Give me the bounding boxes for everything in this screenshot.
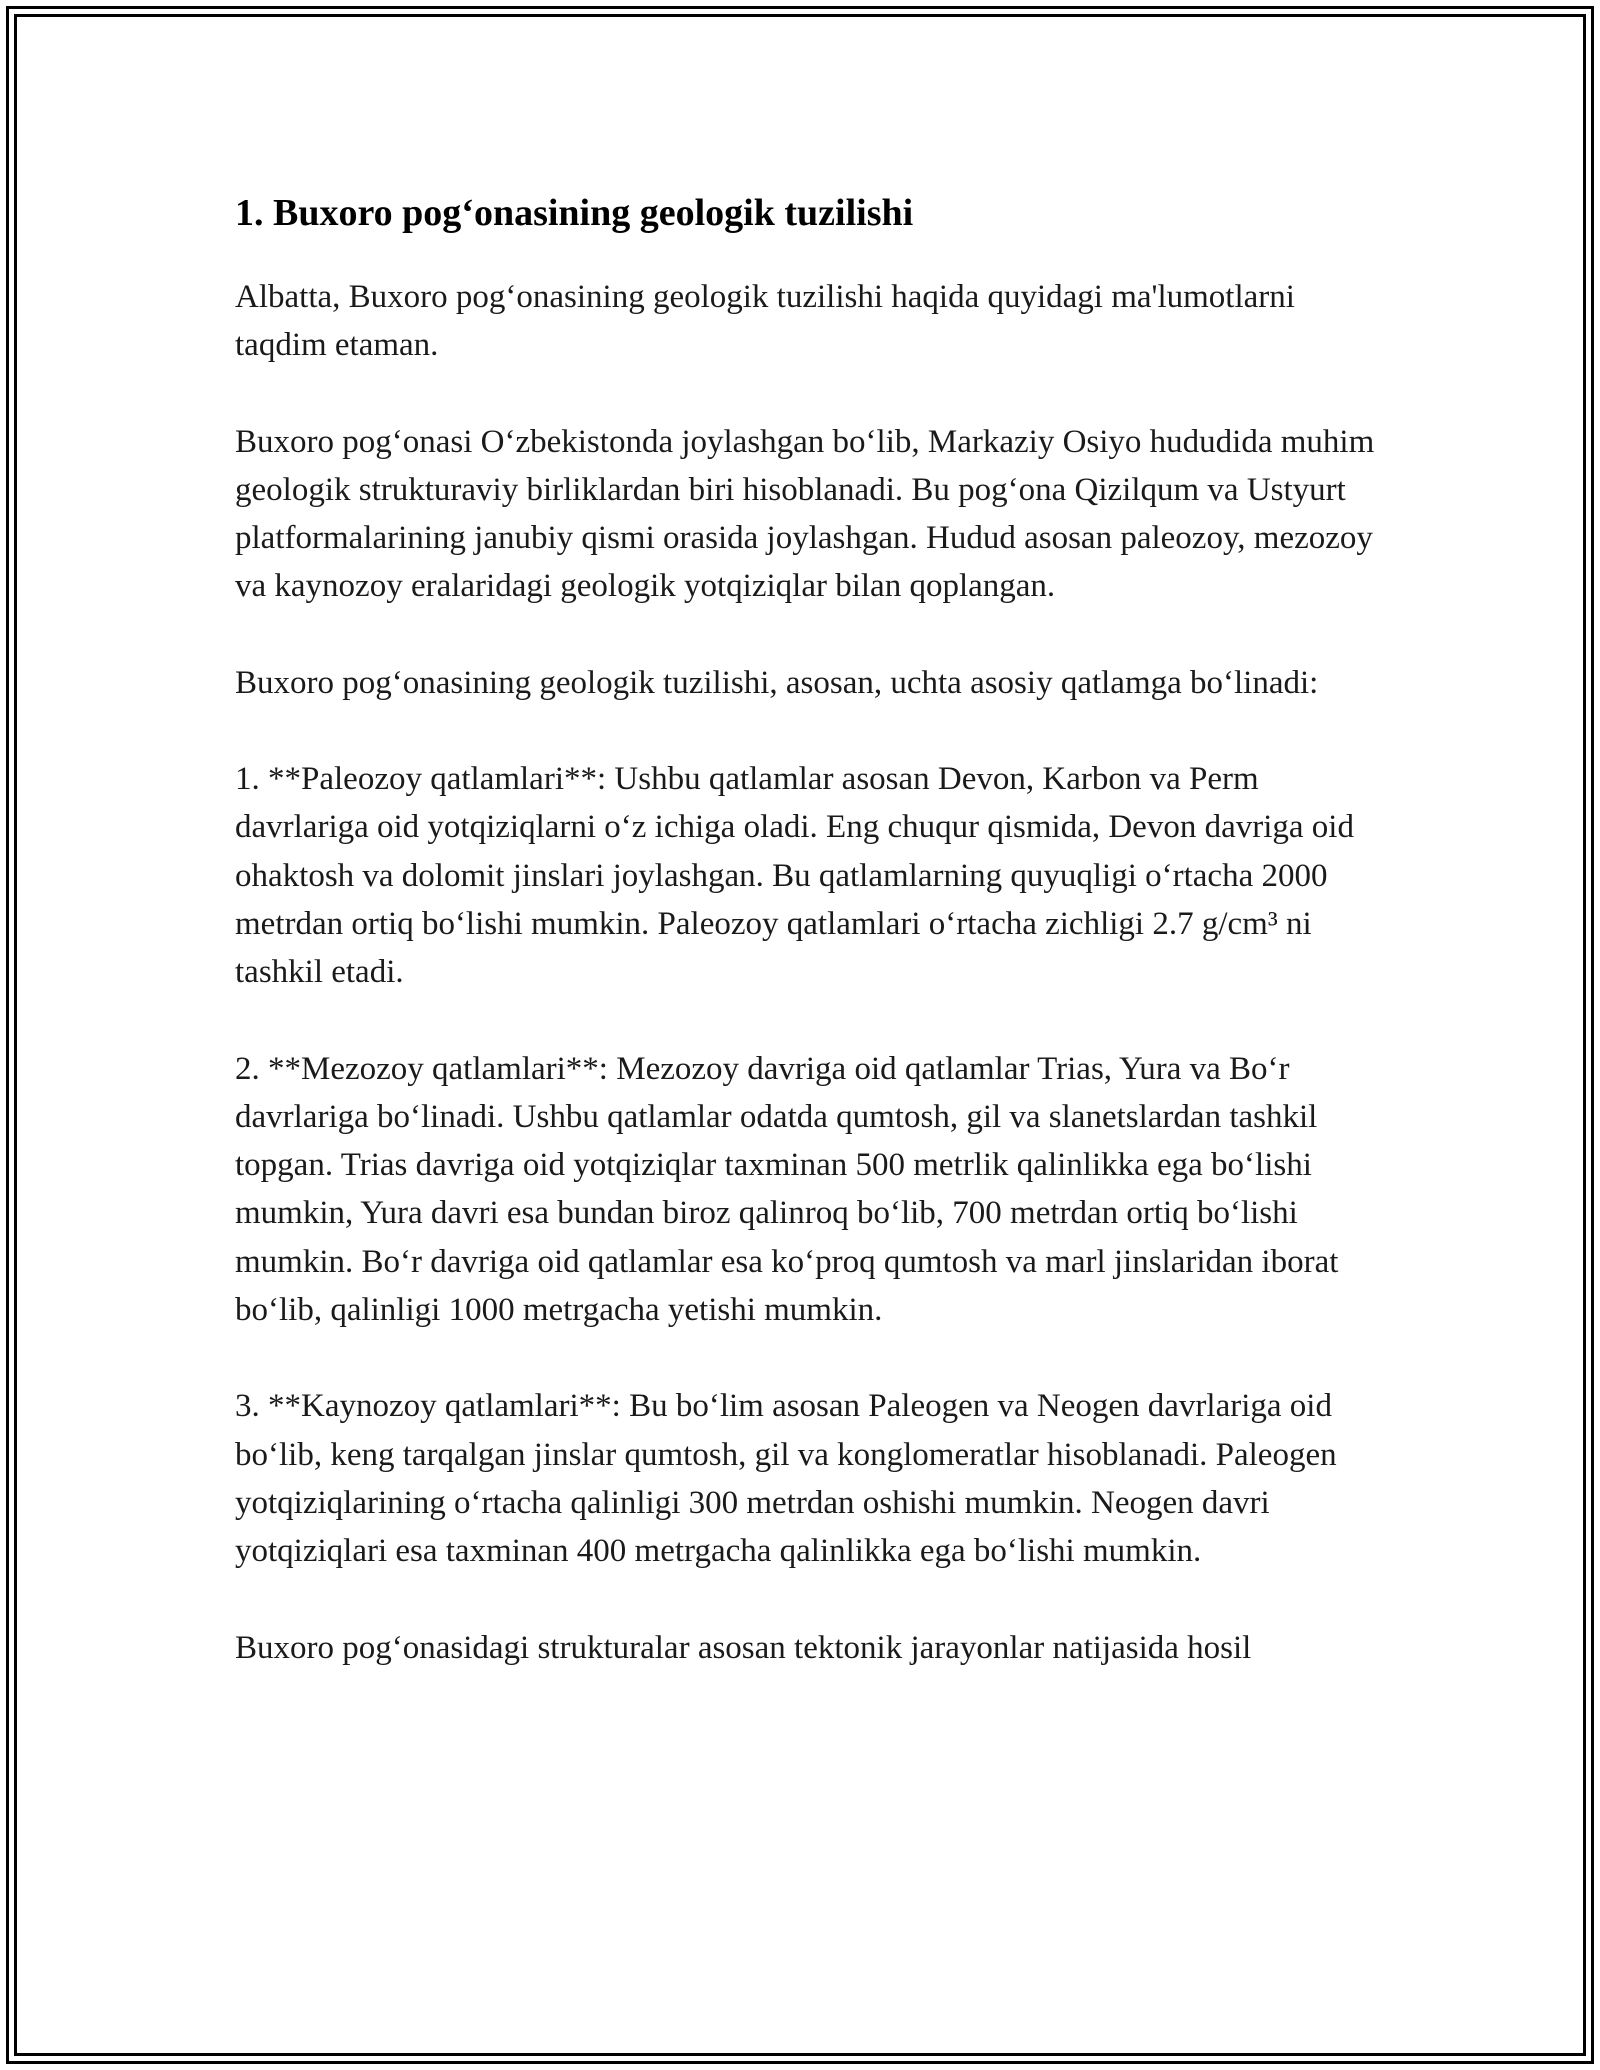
location-paragraph: Buxoro pog‘onasi O‘zbekistonda joylashgan bo‘lib, Markaziy Osiyo hududida muhim geologik strukturaviy birliklardan biri hisoblanadi. Bu pog‘ona Qizilqum va Ustyurt platformalarining janubiy qismi orasida joylashgan. Hudud asosan paleozoy, mezozoy va kaynozoy eralaridagi geologik yotqiziqlar bilan qoplangan.: [235, 423, 1375, 605]
intro-paragraph: Albatta, Buxoro pog‘onasining geologik tuzilishi haqida quyidagi ma'lumotlarni taqdim etaman.: [235, 279, 1295, 364]
document-title: 1. Buxoro pog‘onasining geologik tuzilishi: [235, 192, 914, 234]
cenozoic-paragraph: 3. **Kaynozoy qatlamlari**: Bu bo‘lim asosan Paleogen va Neogen davrlariga oid bo‘lib, keng tarqalgan jinslar qumtosh, gil va konglomeratlar hisoblanadi. Paleogen yotqiziqlarining o‘rtacha qalinligi 300 metrdan oshishi mumkin. Neogen davri yotqiziqlari esa taxminan 400 metrgacha qalinlikka ega bo‘lishi mumkin.: [235, 1388, 1337, 1570]
paleozoic-paragraph: 1. **Paleozoy qatlamlari**: Ushbu qatlamlar asosan Devon, Karbon va Perm davrlariga oid yotqiziqlarni o‘z ichiga oladi. Eng chuqur qismida, Devon davriga oid ohaktosh va dolomit jinslari joylashgan. Bu qatlamlarning quyuqligi o‘rtacha 2000 metrdan ortiq bo‘lishi mumkin. Paleozoy qatlamlari o‘rtacha zichligi 2.7 g/cm³ ni tashkil etadi.: [235, 761, 1354, 991]
structure-paragraph: Buxoro pog‘onasining geologik tuzilishi, asosan, uchta asosiy qatlamga bo‘linadi:: [235, 664, 1319, 701]
mesozoic-paragraph: 2. **Mezozoy qatlamlari**: Mezozoy davriga oid qatlamlar Trias, Yura va Bo‘r davrlariga bo‘linadi. Ushbu qatlamlar odatda qumtosh, gil va slanetslardan tashkil topgan. Trias davriga oid yotqiziqlar taxminan 500 metrlik qalinlikka ega bo‘lishi mumkin, Yura davri esa bundan biroz qalinroq bo‘lib, 700 metrdan ortiq bo‘lishi mumkin. Bo‘r davriga oid qatlamlar esa ko‘proq qumtosh va marl jinslaridan iborat bo‘lib, qalinligi 1000 metrgacha yetishi mumkin.: [235, 1050, 1339, 1329]
tectonics-paragraph: Buxoro pog‘onasidagi strukturalar asosan tektonik jarayonlar natijasida hosil: [235, 1629, 1252, 1666]
document-body: [235, 185, 1385, 1720]
